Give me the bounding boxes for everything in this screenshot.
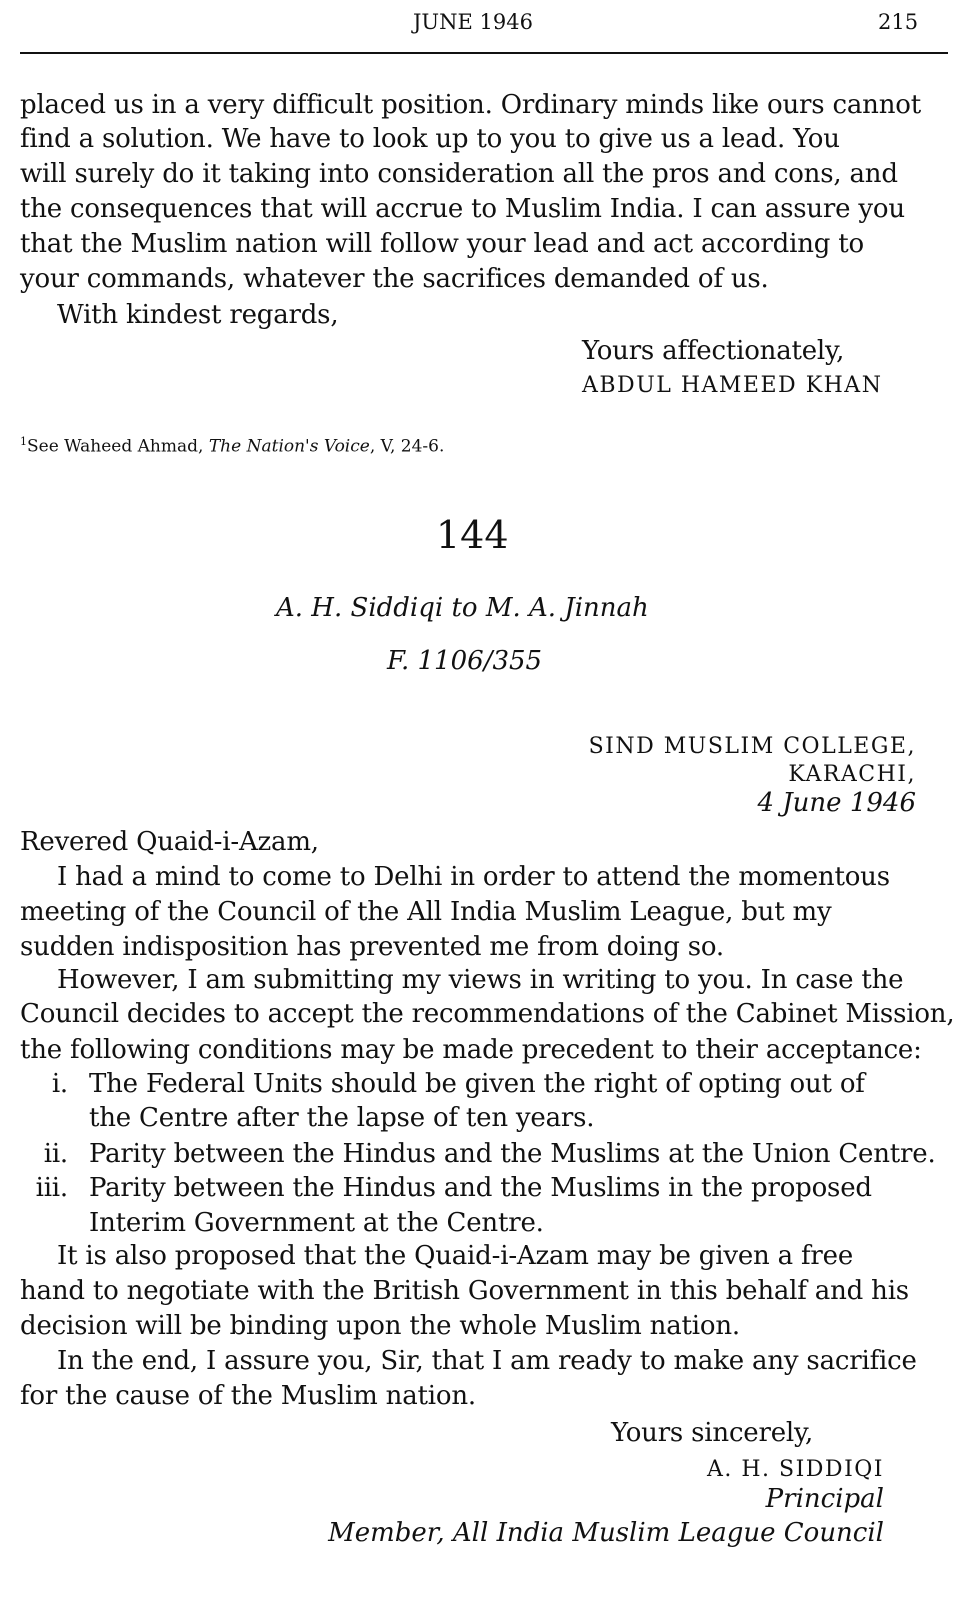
address-line-1: SIND MUSLIM COLLEGE, (588, 734, 916, 759)
signature: A. H. SIDDIQI (706, 1457, 884, 1482)
address-line-2: KARACHI, (788, 762, 916, 787)
text-line: the following conditions may be made precedent to their acceptance: (20, 1035, 922, 1065)
designation: Principal (765, 1484, 884, 1514)
document-title: A. H. Siddiqi to M. A. Jinnah (276, 593, 649, 623)
footnote-prefix: See Waheed Ahmad, (27, 436, 209, 457)
text-line: for the cause of the Muslim nation. (20, 1381, 476, 1411)
text-line: I had a mind to come to Delhi in order to attend the momentous (57, 862, 890, 892)
text-line: the consequences that will accrue to Muslim India. I can assure you (20, 194, 905, 224)
footnote-marker: 1 (20, 435, 27, 448)
list-number: ii. (43, 1139, 68, 1169)
text-line: your commands, whatever the sacrifices demanded of us. (20, 264, 769, 294)
text-line: placed us in a very difficult position. Ordinary minds like ours cannot (20, 90, 921, 120)
closing-remark: With kindest regards, (57, 300, 339, 330)
text-line: decision will be binding upon the whole Muslim nation. (20, 1311, 740, 1341)
text-line: Council decides to accept the recommendations of the Cabinet Mission, (20, 999, 955, 1029)
list-item: the Centre after the lapse of ten years. (89, 1103, 595, 1133)
text-line: It is also proposed that the Quaid-i-Azam may be given a free (57, 1241, 854, 1271)
signature: ABDUL HAMEED KHAN (582, 373, 883, 398)
list-item: Interim Government at the Centre. (89, 1208, 544, 1238)
text-line: that the Muslim nation will follow your lead and act according to (20, 229, 864, 259)
list-item: Parity between the Hindus and the Muslims at the Union Centre. (89, 1139, 936, 1169)
text-line: meeting of the Council of the All India Muslim League, but my (20, 897, 832, 927)
text-line: However, I am submitting my views in writing to you. In case the (57, 965, 904, 995)
list-number: iii. (35, 1173, 68, 1203)
text-line: will surely do it taking into consideration all the pros and cons, and (20, 159, 898, 189)
footnote-suffix: , V, 24-6. (369, 436, 445, 457)
document-number: 144 (436, 513, 509, 557)
salutation: Revered Quaid-i-Azam, (20, 827, 319, 857)
running-head-title: JUNE 1946 (413, 10, 533, 34)
file-reference: F. 1106/355 (387, 646, 543, 676)
valediction: Yours affectionately, (582, 336, 845, 366)
footnote (20, 435, 444, 457)
valediction: Yours sincerely, (611, 1418, 814, 1448)
text-line: find a solution. We have to look up to you to give us a lead. You (20, 124, 840, 154)
text-line: sudden indisposition has prevented me from doing so. (20, 932, 724, 962)
footnote-title: The Nation's Voice (208, 436, 370, 457)
text-line: hand to negotiate with the British Government in this behalf and his (20, 1276, 909, 1306)
letter-date: 4 June 1946 (757, 788, 916, 818)
list-item: Parity between the Hindus and the Muslims in the proposed (89, 1173, 872, 1203)
list-number: i. (51, 1069, 68, 1099)
header-rule (20, 52, 948, 54)
text-line: In the end, I assure you, Sir, that I am ready to make any sacrifice (57, 1346, 917, 1376)
council-membership: Member, All India Muslim League Council (328, 1518, 884, 1548)
list-item: The Federal Units should be given the right of opting out of (89, 1069, 865, 1099)
page-number: 215 (878, 10, 919, 34)
